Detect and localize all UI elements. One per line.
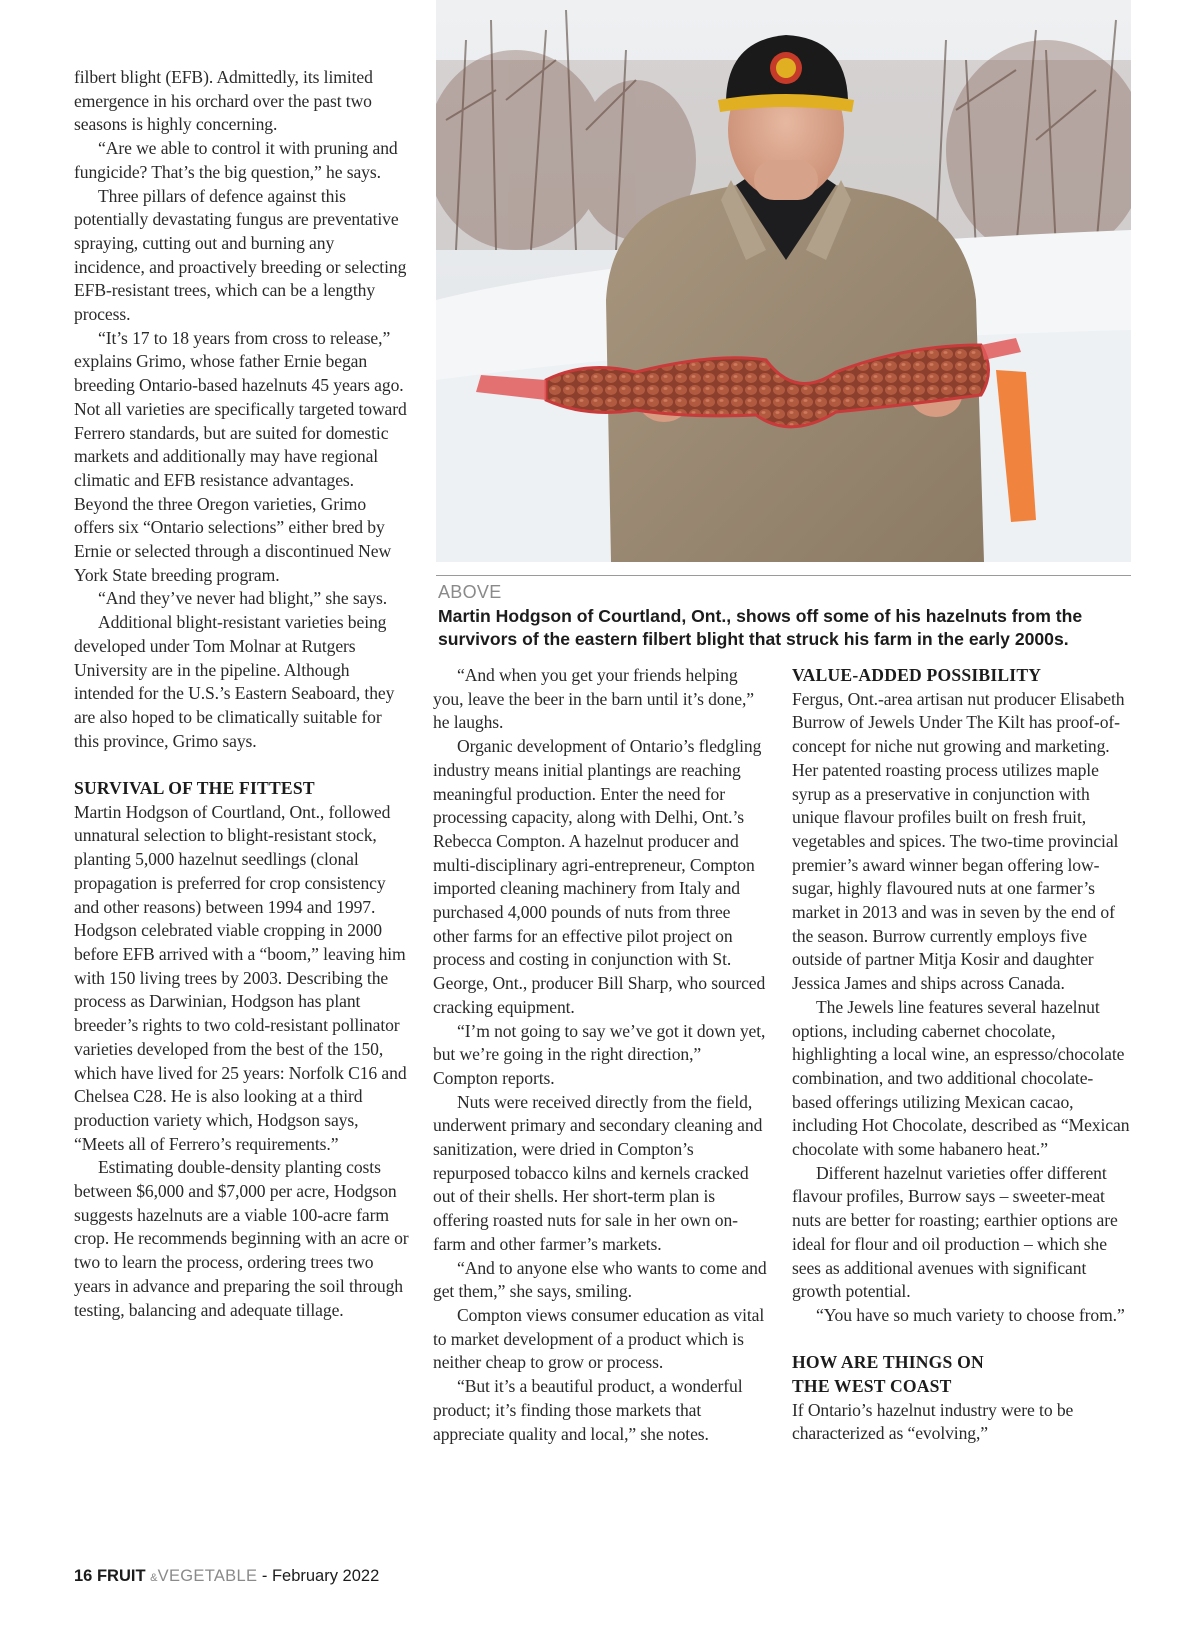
photo-hodgson-hazelnuts <box>436 0 1131 562</box>
paragraph: Organic development of Ontario’s fledgling industry means initial plantings are reaching meaningful production. Enter the need for processing capacity, along with Delhi, Ont.’s Rebecca Compton. A hazelnut producer and multi-disciplinary agri-entrepreneur, Compton imported cleaning machinery from Italy and purchased 4,000 pounds of nuts from three other farms for an effective pilot project on process and costing in conjunction with St. George, Ont., producer Bill Sharp, who sourced cracking equipment. <box>433 736 766 1017</box>
issue-date: - February 2022 <box>257 1567 380 1585</box>
paragraph: Additional blight-resistant varieties being developed under Tom Molnar at Rutgers University are in the pipeline. Although intended for the U.S.’s Eastern Seaboard, they are also hoped to be climatically suitable for this province, Grimo says. <box>74 612 395 751</box>
magazine-name-fruit: FRUIT <box>96 1567 146 1585</box>
paragraph: “I’m not going to say we’ve got it down yet, but we’re going in the right direction,” Compton reports. <box>433 1020 766 1088</box>
paragraph: “And they’ve never had blight,” she says. <box>98 588 388 609</box>
paragraph: “It’s 17 to 18 years from cross to release,” explains Grimo, whose father Ernie began breeding Ontario-based hazelnuts 45 years ago. Not all varieties are specifically targeted toward Ferrero standards, but are suited for domestic markets and additionally may have regional climatic and EFB resistance advantages. Beyond the three Oregon varieties, Grimo offers six “Ontario selections” either bred by Ernie or selected through a discontinued New York State breeding program. <box>74 327 407 585</box>
paragraph: Compton views consumer education as vital to market development of a product which is neither cheap to grow or process. <box>433 1304 765 1373</box>
page-number: 16 <box>74 1567 93 1585</box>
section-heading-west-coast <box>792 1351 1132 1398</box>
paragraph: Different hazelnut varieties offer different flavour profiles, Burrow says – sweeter-meat nuts are better for roasting; earthier options are ideal for flour and oil production – which she sees as additional avenues with significant growth potential. <box>792 1162 1118 1302</box>
paragraph: The Jewels line features several hazelnut options, including cabernet chocolate, highlighting a local wine, an espresso/chocolate combination, and two additional chocolate-based offerings utilizing Mexican cacao, including Hot Chocolate, described as “Mexican chocolate with some habanero heat.” <box>792 996 1130 1160</box>
paragraph: “And to anyone else who wants to come and get them,” she says, smiling. <box>433 1257 767 1302</box>
page-footer <box>74 1567 379 1586</box>
caption-label: ABOVE <box>438 582 502 602</box>
paragraph: Fergus, Ont.-area artisan nut producer Elisabeth Burrow of Jewels Under The Kilt has proof-of-concept for niche nut growing and marketing. Her patented roasting process utilizes maple syrup as a preservative in conjunction with unique flavour profiles built on fresh fruit, vegetables and spices. The two-time provincial premier’s award winner began offering low-sugar, highly flavoured nuts at one farmer’s market in 2013 and was in seven by the end of the season. Burrow currently employs five outside of partner Mitja Kosir and daughter Jessica James and ships across Canada. <box>792 688 1125 994</box>
article-column-1 <box>74 66 409 1322</box>
magazine-name-amp: & <box>150 1572 158 1584</box>
photo-caption: Martin Hodgson of Courtland, Ont., shows off some of his hazelnuts from the survivors of the eastern filbert blight that struck his farm in the early 2000s. <box>438 606 1083 649</box>
paragraph: “Are we able to control it with pruning and fungicide? That’s the big question,” he says. <box>74 138 398 182</box>
caption-rule <box>436 575 1131 576</box>
section-heading-survival: SURVIVAL OF THE FITTEST <box>74 778 315 799</box>
paragraph: Nuts were received directly from the field, underwent primary and secondary cleaning and sanitization, were dried in Compton’s repurposed tobacco kilns and kernels cracked out of their shells. Her short-term plan is offering roasted nuts for sale in her own on-farm and other farmer’s markets. <box>433 1091 763 1254</box>
paragraph: filbert blight (EFB). Admittedly, its limited emergence in his orchard over the past two seasons is highly concerning. <box>74 67 373 135</box>
magazine-name-vegetable: VEGETABLE <box>157 1567 258 1585</box>
paragraph: Estimating double-density planting costs between $6,000 and $7,000 per acre, Hodgson suggests hazelnuts are a viable 100-acre farm crop. He recommends beginning with an acre or two to learn the process, ordering trees two years in advance and preparing the soil through testing, balancing and adequate tillage. <box>74 1157 409 1320</box>
section-heading-value-added: VALUE-ADDED POSSIBILITY <box>792 665 1042 685</box>
article-column-2 <box>433 664 768 1446</box>
heading-line: THE WEST COAST <box>792 1376 952 1397</box>
article-column-3 <box>792 664 1132 1446</box>
heading-line: HOW ARE THINGS ON <box>792 1352 984 1373</box>
paragraph: Martin Hodgson of Courtland, Ont., followed unnatural selection to blight-resistant stock, planting 5,000 hazelnut seedlings (clonal propagation is preferred for crop consistency and other reasons) between 1994 and 1997. Hodgson celebrated viable cropping in 2000 before EFB arrived with a “boom,” leaving him with 150 living trees by 2003. Describing the process as Darwinian, Hodgson has plant breeder’s rights to two cold-resistant pollinator varieties developed from the best of the 150, which have lived for 25 years: Norfolk C16 and Chelsea C28. He is also looking at a third production variety which, Hodgson says, “Meets all of Ferrero’s requirements.” <box>74 801 407 1154</box>
paragraph: “You have so much variety to choose from.” <box>816 1304 1125 1325</box>
paragraph: If Ontario’s hazelnut industry were to be characterized as “evolving,” <box>792 1399 1074 1444</box>
paragraph: Three pillars of defence against this potentially devastating fungus are preventative spraying, cutting out and burning any incidence, and proactively breeding or selecting EFB-resistant trees, which can be a lengthy process. <box>74 185 407 325</box>
paragraph: “And when you get your friends helping you, leave the beer in the barn until it’s done,” he laughs. <box>433 665 754 733</box>
paragraph: “But it’s a beautiful product, a wonderful product; it’s finding those markets that appreciate quality and local,” she notes. <box>433 1376 743 1444</box>
